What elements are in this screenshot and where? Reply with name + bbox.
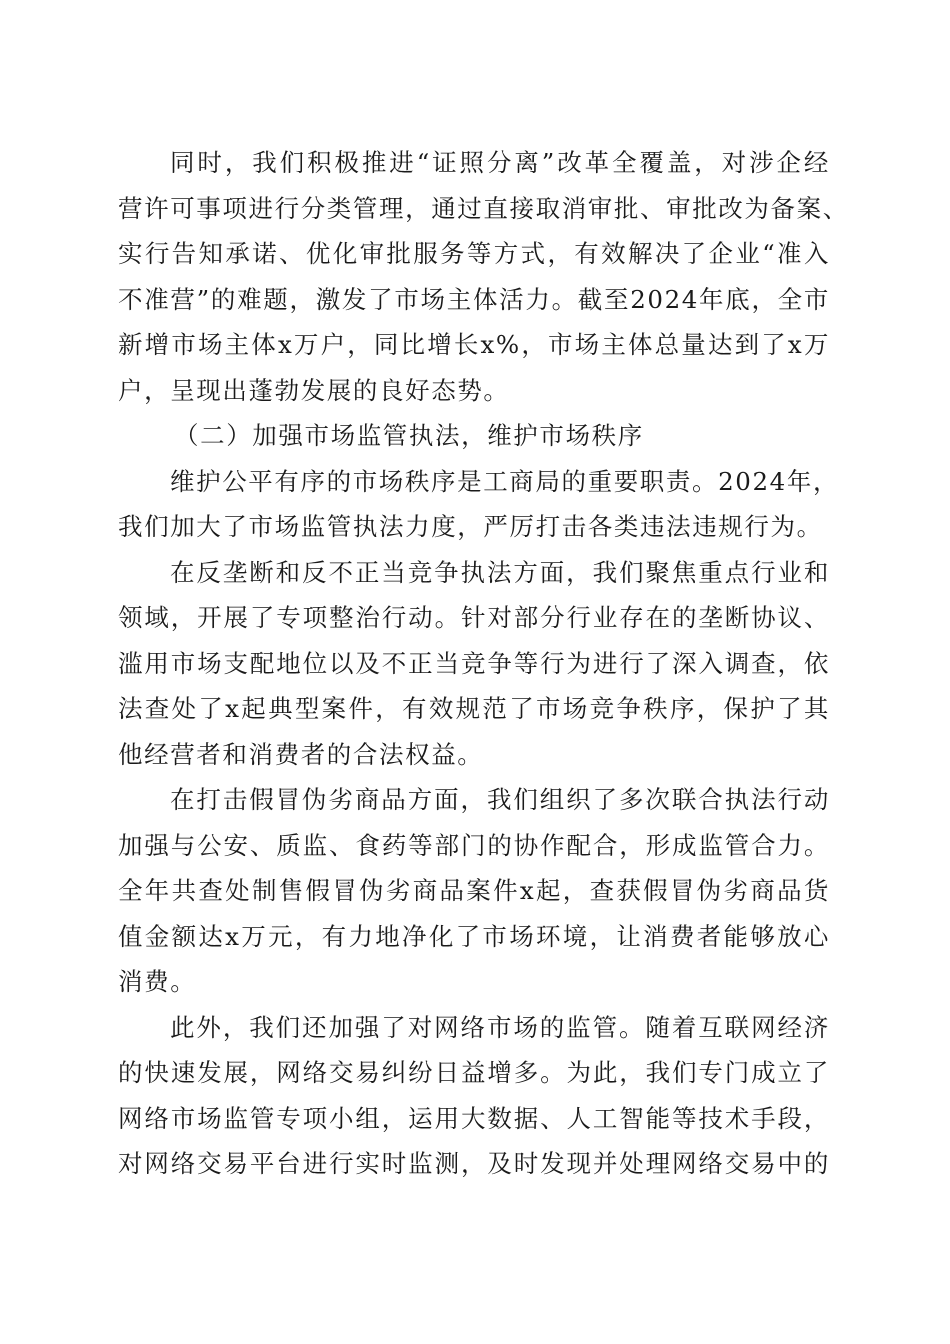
section-heading: （二）加强市场监管执法，维护市场秩序 [174, 421, 644, 450]
paragraph-line: 法查处了x起典型案件，有效规范了市场竞争秩序，保护了其 [118, 694, 830, 723]
document-body [118, 140, 849, 1187]
paragraph-line: 全年共查处制售假冒伪劣商品案件x起，查获假冒伪劣商品货 [118, 876, 830, 905]
paragraph-line: 在反垄断和反不正当竞争执法方面，我们聚焦重点行业和 [170, 557, 830, 587]
paragraph-line: 同时，我们积极推进“证照分离”改革全覆盖，对涉企经 [170, 148, 830, 177]
paragraph-line: 值金额达x万元，有力地净化了市场环境，让消费者能够放心 [118, 921, 830, 951]
paragraph-line: 的快速发展，网络交易纠纷日益增多。为此，我们专门成立了 [118, 1058, 830, 1087]
paragraph-line: 他经营者和消费者的合法权益。 [118, 739, 484, 769]
paragraph-line: 不准营”的难题，激发了市场主体活力。截至2024年底，全市 [118, 284, 830, 314]
paragraph-line: 营许可事项进行分类管理，通过直接取消审批、审批改为备案、 [118, 193, 849, 223]
paragraph-line: 对网络交易平台进行实时监测，及时发现并处理网络交易中的 [118, 1149, 830, 1178]
paragraph-line: 网络市场监管专项小组，运用大数据、人工智能等技术手段， [118, 1103, 830, 1133]
paragraph-line: 维护公平有序的市场秩序是工商局的重要职责。2024年， [170, 466, 840, 496]
paragraph-line: 户，呈现出蓬勃发展的良好态势。 [118, 375, 510, 405]
paragraph-line: 实行告知承诺、优化审批服务等方式，有效解决了企业“准入 [118, 239, 830, 268]
paragraph-line: 消费。 [118, 967, 197, 996]
paragraph-line: 此外，我们还加强了对网络市场的监管。随着互联网经济 [170, 1012, 830, 1042]
paragraph-line: 在打击假冒伪劣商品方面，我们组织了多次联合执法行动 [170, 785, 830, 814]
paragraph-line: 滥用市场支配地位以及不正当竞争等行为进行了深入调查，依 [118, 648, 830, 678]
paragraph-line: 加强与公安、质监、食药等部门的协作配合，形成监管合力。 [118, 830, 830, 860]
paragraph-line: 我们加大了市场监管执法力度，严厉打击各类违法违规行为。 [118, 512, 823, 541]
paragraph-line: 领域，开展了专项整治行动。针对部分行业存在的垄断协议、 [118, 603, 830, 632]
paragraph-line: 新增市场主体x万户，同比增长x%，市场主体总量达到了x万 [118, 330, 830, 359]
